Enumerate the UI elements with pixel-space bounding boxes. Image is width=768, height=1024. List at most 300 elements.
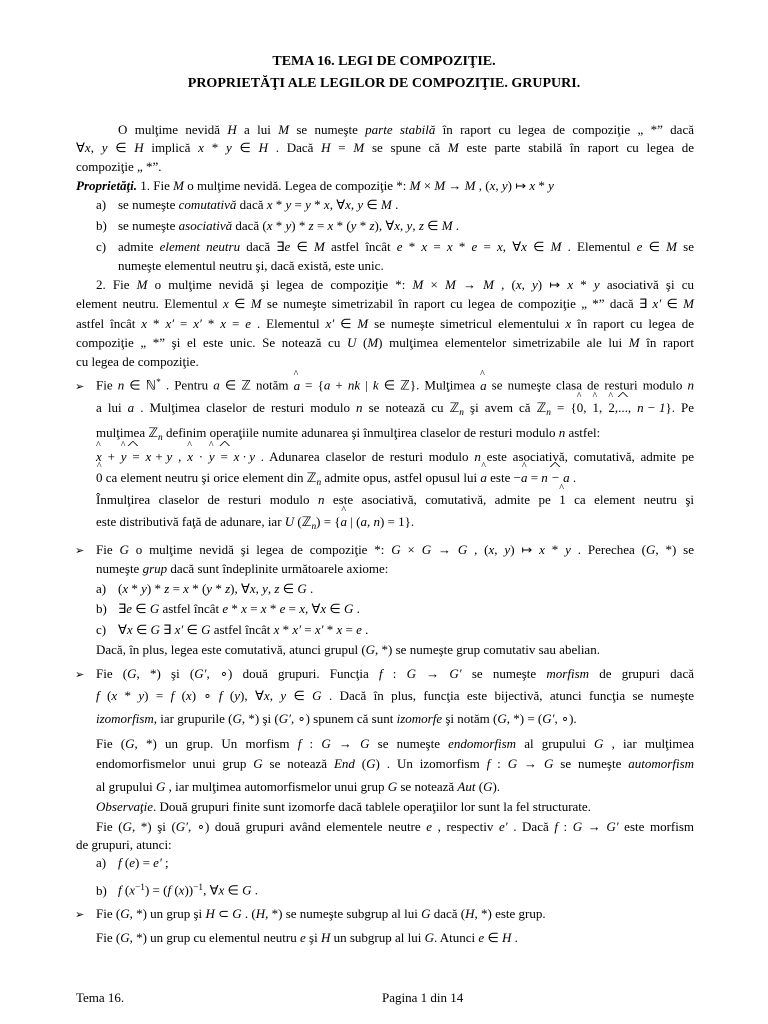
italic-text: y: [101, 140, 108, 155]
italic-text: x: [529, 178, 536, 193]
italic-text: n: [558, 425, 566, 440]
text-run: ,: [269, 688, 281, 703]
text-run: se numeşte simetrizabil în raport cu legea de compoziţie „ *” dacă ∃: [261, 296, 653, 311]
text-run: implică: [143, 140, 199, 155]
italic-text: n: [356, 400, 363, 415]
item-label: c): [96, 239, 107, 254]
italic-text: n: [474, 449, 481, 464]
text-run: Fie (: [96, 906, 121, 921]
italic-text: G: [125, 736, 135, 751]
item-label: a): [96, 197, 107, 212]
italic-text: e: [471, 239, 478, 254]
list-item: [96, 879, 258, 897]
italic-text: G: [253, 756, 263, 771]
hat-symbol: ^ 1: [559, 491, 566, 509]
text-run: *: [147, 316, 166, 331]
italic-text: e: [222, 601, 229, 616]
text-run: , (: [493, 277, 516, 292]
text-run: (: [475, 779, 484, 794]
italic-text: x: [129, 882, 135, 898]
italic-text: G: [297, 581, 307, 596]
text-run: asociativă şi cu: [599, 277, 695, 292]
italic-text: y: [532, 277, 538, 292]
text-run: ) = {: [316, 514, 341, 529]
text-run: *: [203, 140, 226, 155]
text-run: *: [402, 239, 422, 254]
text-run: *: [128, 581, 142, 596]
italic-text: End: [333, 756, 355, 771]
italic-text: y: [504, 542, 511, 557]
italic-text: e: [284, 239, 291, 254]
text-run: ∈: [286, 688, 313, 703]
italic-text: G: [365, 642, 376, 657]
list-item: [96, 238, 694, 256]
italic-text: e: [636, 239, 643, 254]
italic-text: f: [297, 736, 302, 751]
text-run: =: [169, 581, 184, 596]
italic-text: H: [205, 906, 215, 921]
text-run: ∈: [231, 140, 259, 155]
hat-symbol: ^ 0: [577, 399, 584, 417]
text-line: [96, 469, 576, 487]
italic-text: x: [345, 197, 351, 212]
italic-text: M: [464, 178, 476, 193]
text-run: este asociativă, comutativă, admite pe: [480, 449, 694, 464]
item-label: b): [96, 601, 107, 616]
text-run: *: [356, 218, 370, 233]
italic-text: x′: [652, 296, 662, 311]
text-run: ∀: [76, 140, 85, 155]
hat-symbol: ^ x + y: [146, 448, 173, 466]
text-run: se numeşte: [289, 122, 366, 137]
bullet-item: [75, 905, 546, 923]
text-run: în raport cu legea de: [571, 316, 694, 331]
italic-text: y: [234, 688, 241, 703]
italic-text: f: [118, 882, 122, 898]
italic-text: y: [565, 542, 571, 557]
italic-text: e: [426, 819, 433, 834]
italic-text: U: [346, 335, 357, 350]
subscript: n: [546, 407, 551, 418]
text-run: Dacă, în plus, legea este comutativă, atunci grupul (: [96, 642, 366, 657]
italic-text: G: [507, 756, 518, 771]
list-item: [96, 580, 313, 598]
text-run: .: [452, 218, 460, 233]
text-run: ∈: [107, 140, 135, 155]
text-run: dacă sunt îndeplinite următoarele axiome:: [167, 561, 389, 576]
text-run: *: [279, 622, 293, 637]
italic-text: M: [409, 178, 421, 193]
italic-text: G′: [175, 819, 189, 834]
text-run: →: [330, 736, 361, 751]
text-run: endomorfismelor unui grup: [96, 756, 254, 771]
italic-text: M: [278, 122, 290, 137]
hat-symbol: ^ a: [480, 377, 487, 395]
italic-text: G′: [278, 711, 291, 726]
italic-text: x: [489, 178, 496, 193]
italic-text: x′: [174, 622, 184, 637]
italic-text: y: [285, 197, 292, 212]
italic-text: y: [406, 218, 413, 233]
list-item: [96, 217, 459, 235]
text-run: ), ∀: [240, 688, 264, 703]
text-run: ∀: [118, 622, 127, 637]
text-run: +: [101, 449, 121, 464]
italic-text: x: [266, 218, 273, 233]
superscript: *: [156, 378, 161, 388]
text-run: ∈: [363, 197, 381, 212]
italic-text: x: [126, 622, 133, 637]
text-run: =: [291, 197, 306, 212]
superscript: −1: [135, 883, 145, 893]
footer-title: Tema 16.: [76, 990, 125, 1005]
italic-text: G: [457, 542, 468, 557]
italic-text: a: [360, 514, 367, 529]
italic-text: x: [183, 581, 189, 596]
italic-text: e: [129, 855, 135, 870]
italic-text: H: [255, 906, 266, 921]
text-run: (: [356, 335, 368, 350]
text-run: →: [582, 819, 607, 834]
hat-symbol: ^ y: [121, 448, 127, 466]
italic-text: G: [155, 779, 166, 794]
hat-symbol: ^ n − a: [541, 469, 569, 487]
italic-text: x: [178, 882, 185, 898]
italic-text: x: [122, 581, 129, 596]
text-run: în raport: [639, 335, 694, 350]
text-run: (: [354, 756, 367, 771]
text-run: compoziţie „ *”.: [76, 159, 162, 174]
text-run: ∈: [228, 296, 251, 311]
italic-text: x′: [325, 316, 335, 331]
text-run: =: [126, 449, 146, 464]
italic-text: x: [273, 622, 280, 637]
list-item: [96, 196, 398, 214]
text-run: ∈ ℕ: [124, 377, 157, 393]
italic-text: x′: [314, 622, 324, 637]
italic-text: x: [84, 140, 91, 155]
item-label: a): [96, 855, 107, 870]
text-run: admite: [118, 239, 160, 254]
text-run: *: [212, 581, 226, 596]
text-run: se numeşte clasa de resturi modulo: [486, 377, 688, 393]
list-item: [96, 600, 360, 618]
italic-text: x: [249, 581, 256, 596]
text-run: ×: [420, 178, 435, 193]
text-run: ∈: [132, 601, 150, 616]
text-run: . Pentru: [160, 377, 214, 393]
text-run: , *) = (: [506, 711, 543, 726]
text-run: astfel încât: [324, 239, 397, 254]
text-run: →: [431, 542, 458, 557]
text-run: .: [306, 581, 314, 596]
italic-text: nk: [347, 377, 361, 393]
text-run: (ℤ: [294, 514, 312, 529]
text-run: definim operaţiile numite adunarea şi înmulţirea claselor de resturi modulo: [162, 425, 559, 440]
italic-text: y: [593, 277, 600, 292]
text-run: |: [360, 377, 373, 393]
text-run: .: [391, 197, 399, 212]
text-line: [96, 399, 694, 417]
text-run: ).: [492, 779, 501, 794]
text-run: ,: [412, 218, 419, 233]
text-run: . Elementul: [561, 239, 637, 254]
text-run: o mulţime nevidă şi legea de compoziţie *:: [128, 542, 392, 557]
hat-symbol: ^ a: [521, 469, 528, 487]
text-run: ), ∀: [230, 581, 250, 596]
arrow-bullet-icon: ➢: [75, 544, 85, 557]
text-run: 2. Fie: [96, 277, 137, 292]
text-run: :: [557, 819, 573, 834]
text-run: *: [452, 239, 472, 254]
text-run: →: [445, 178, 465, 193]
italic-text: x: [218, 882, 225, 898]
italic-text: G: [391, 542, 401, 557]
italic-text: y: [206, 581, 213, 596]
text-run: Fie (: [96, 819, 123, 834]
text-run: ) ↦: [537, 277, 568, 292]
text-run: este parte stabilă în raport cu legea de: [458, 140, 694, 155]
text-run: =: [342, 622, 357, 637]
text-run: ,: [495, 178, 502, 193]
text-run: ) =: [144, 688, 171, 703]
text-run: se notează: [262, 756, 334, 771]
text-run: , *) un grup cu elementul neutru: [129, 930, 300, 945]
text-line: [96, 735, 694, 753]
text-run: ;: [161, 855, 169, 870]
italic-text: f: [378, 666, 383, 681]
text-run: şi: [305, 930, 321, 945]
italic-text: M: [250, 296, 262, 311]
text-line: [96, 710, 577, 728]
text-line: [96, 687, 694, 705]
text-run: . Dacă: [507, 819, 555, 834]
text-run: ) ↦: [510, 542, 540, 557]
text-line: [76, 353, 199, 371]
text-run: →: [455, 277, 484, 292]
text-line: [96, 560, 388, 578]
text-run: , *) şi (: [241, 711, 279, 726]
text-run: ,: [400, 218, 407, 233]
italic-text: x: [266, 197, 273, 212]
text-run: se spune că: [364, 140, 448, 155]
text-run: al grupului: [96, 779, 156, 794]
italic-text: e′: [153, 855, 162, 870]
text-run: ,: [350, 197, 358, 212]
italic-text: G: [201, 622, 211, 637]
text-run: ,: [255, 581, 263, 596]
italic-text: G: [572, 819, 583, 834]
text-run: (: [174, 688, 186, 703]
text-run: , ∀: [329, 197, 346, 212]
text-line: [76, 295, 694, 313]
italic-text: element neutru: [159, 239, 241, 254]
text-run: ,: [267, 581, 275, 596]
italic-text: izomorfism: [96, 711, 154, 726]
italic-text: y: [350, 218, 357, 233]
text-run: *: [535, 178, 549, 193]
italic-text: M: [666, 239, 677, 254]
hat-symbol: ^ n − 1: [637, 399, 665, 417]
subscript: n: [158, 432, 163, 443]
text-line: [96, 778, 500, 796]
text-run: ,: [599, 400, 609, 415]
italic-text: e: [126, 601, 132, 616]
text-run: , ∀: [304, 601, 321, 616]
text-run: , ∀: [203, 882, 219, 898]
text-run: astfel încât: [76, 316, 142, 331]
italic-text: x: [223, 296, 229, 311]
bullet-item: [75, 541, 694, 559]
italic-text: M: [136, 277, 148, 292]
italic-text: y: [141, 581, 147, 596]
italic-text: f: [170, 688, 175, 703]
text-line: [96, 424, 600, 442]
text-run: * (: [333, 218, 351, 233]
italic-text: M: [313, 239, 325, 254]
italic-text: H: [502, 930, 512, 945]
text-run: este −: [486, 470, 521, 485]
italic-text: e: [279, 601, 286, 616]
italic-text: x: [336, 622, 343, 637]
italic-text: y: [305, 197, 311, 212]
text-run: dacă: [236, 197, 267, 212]
text-run: (: [121, 855, 130, 870]
italic-text: G: [344, 601, 354, 616]
italic-text: e: [245, 316, 252, 331]
italic-text: x: [565, 316, 572, 331]
text-run: ,: [172, 449, 188, 464]
text-run: ) ∘: [191, 688, 219, 703]
text-line: [96, 755, 694, 773]
italic-text: f: [167, 882, 172, 898]
text-run: un subgrup al lui: [330, 930, 425, 945]
text-run: de grupuri dacă: [589, 666, 694, 681]
text-run: ca element neutru şi: [565, 492, 695, 507]
italic-text: G: [312, 688, 322, 703]
italic-text: H: [258, 140, 268, 155]
text-run: ∈: [661, 296, 684, 311]
italic-text: H: [227, 122, 237, 137]
italic-text: x: [323, 197, 330, 212]
italic-text: izomorfe: [396, 711, 443, 726]
text-run: ∈: [279, 581, 298, 596]
italic-text: M: [483, 277, 494, 292]
italic-text: G′: [606, 819, 619, 834]
italic-text: n: [687, 377, 695, 393]
text-run: (: [118, 581, 123, 596]
text-run: ) = (: [144, 882, 168, 898]
text-run: }. Pe: [665, 400, 695, 415]
text-run: Fie (: [96, 666, 128, 681]
italic-text: G: [150, 622, 160, 637]
text-run: , ∘).: [554, 711, 577, 726]
italic-text: a: [323, 377, 331, 393]
text-run: =: [313, 218, 328, 233]
text-run: numeşte: [96, 561, 143, 576]
text-run: ), ∀: [374, 218, 395, 233]
text-run: =: [301, 622, 315, 637]
text-run: ∈ ℤ notăm: [219, 377, 294, 393]
text-line: [76, 158, 162, 176]
hat-symbol: ^ 2: [608, 399, 615, 417]
text-run: se numeşte simetricul elementului: [368, 316, 566, 331]
italic-text: x′: [292, 622, 302, 637]
italic-text: x: [567, 277, 574, 292]
subscript: n: [316, 477, 322, 488]
italic-text: G: [645, 542, 656, 557]
italic-text: G: [232, 906, 242, 921]
text-run: *: [323, 622, 337, 637]
italic-text: y: [501, 178, 508, 193]
text-run: *: [201, 316, 221, 331]
text-run: element neutru. Elementul: [76, 296, 223, 311]
text-run: ∃: [159, 622, 175, 637]
subscript: n: [311, 521, 317, 532]
text-run: =: [174, 316, 194, 331]
italic-text: x: [263, 688, 270, 703]
text-run: se numeşte: [553, 756, 629, 771]
italic-text: G: [360, 736, 370, 751]
text-run: ) mulţimea elementelor simetrizabile ale lui: [378, 335, 629, 350]
text-run: dacă (: [430, 906, 466, 921]
text-line: [76, 836, 172, 854]
text-run: ⊂: [214, 906, 233, 921]
italic-text: G: [321, 736, 331, 751]
italic-text: automorfism: [628, 756, 695, 771]
text-run: dacă ∃: [240, 239, 285, 254]
italic-text: M: [683, 296, 694, 311]
text-run: se notează cu ℤ: [362, 400, 460, 415]
italic-text: G: [543, 756, 554, 771]
text-run: , *) se numeşte subgrup al lui: [265, 906, 422, 921]
italic-text: x: [394, 218, 401, 233]
text-run: .: [569, 470, 577, 485]
italic-text: G: [127, 666, 137, 681]
italic-text: x: [539, 542, 545, 557]
text-run: ,...,: [614, 400, 638, 415]
italic-text: x: [497, 239, 503, 254]
bold-italic-text: Proprietăţi.: [76, 178, 138, 193]
text-run: →: [517, 756, 544, 771]
italic-text: z: [225, 581, 231, 596]
italic-text: H: [465, 906, 475, 921]
italic-text: endomorfism: [448, 736, 517, 751]
text-line: [76, 177, 554, 195]
text-run: se notează: [397, 779, 458, 794]
hat-symbol: ^ x · y: [234, 448, 255, 466]
item-label: c): [96, 622, 107, 637]
text-run: astfel încât: [159, 601, 223, 616]
text-run: , *) este grup.: [474, 906, 546, 921]
text-run: →: [416, 666, 450, 681]
hat-symbol: ^ x: [96, 448, 102, 466]
text-run: (: [171, 882, 179, 898]
italic-text: z: [274, 581, 280, 596]
italic-text: M: [434, 178, 446, 193]
text-run: de grupuri, atunci:: [76, 837, 172, 852]
text-run: , ∘) spunem că sunt: [290, 711, 397, 726]
italic-text: f: [554, 819, 558, 834]
italic-text: U: [284, 514, 295, 529]
text-run: Fie (: [96, 736, 126, 751]
text-run: ∈: [224, 882, 243, 898]
text-run: ) . Un izomorfism: [375, 756, 487, 771]
italic-text: x: [198, 140, 204, 155]
italic-text: z: [308, 218, 314, 233]
italic-text: x: [320, 601, 327, 616]
italic-text: G′: [194, 666, 207, 681]
